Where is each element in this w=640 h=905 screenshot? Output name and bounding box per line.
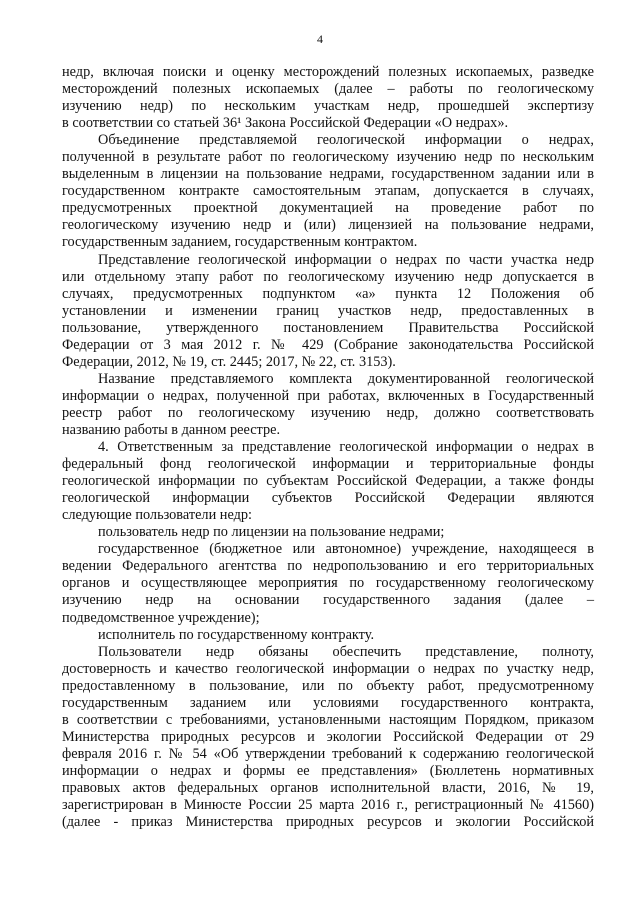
- paragraph: [62, 644, 594, 832]
- text-line: Представление геологической информации о недрах по части участка недр: [98, 251, 594, 268]
- paragraph: [62, 132, 594, 251]
- text-line: установлении и изменении границ участков недр, предоставленных в: [62, 302, 594, 319]
- text-line: Пользователи недр обязаны обеспечить представление, полноту,: [98, 643, 594, 660]
- text-line: февраля 2016 г. № 54 «Об утверждении требований к содержанию геологической: [62, 745, 594, 762]
- text-line: государственном контракте самостоятельным этапам, допускается в случаях,: [62, 183, 594, 200]
- text-line: органов и осуществляющее мероприятия по государственному геологическому: [62, 575, 594, 592]
- text-line: информации о недрах и формы ее представления» (Бюллетень нормативных: [62, 762, 594, 779]
- paragraph: [62, 64, 594, 132]
- text-line: Объединение представляемой геологической информации о недрах,: [98, 132, 594, 149]
- text-line: государственным заданием или условиями государственного контракта,: [62, 694, 594, 711]
- text-line: реестр работ по геологическому изучению недр, должно соответствовать: [62, 404, 594, 421]
- text-line: геологической информации субъектов Российской Федерации являются: [62, 490, 594, 507]
- text-line: геологической информации по субъектам Российской Федерации, а также фонды: [62, 473, 594, 490]
- text-line: пользователь недр по лицензии на пользование недрами;: [98, 524, 445, 541]
- text-line: в соответствии со статьей 36¹ Закона Российской Федерации «О недрах».: [62, 115, 509, 132]
- text-line: государственное (бюджетное или автономное) учреждение, находящееся в: [98, 541, 594, 558]
- text-line: Министерства природных ресурсов и экологии Российской Федерации от 29: [62, 728, 594, 745]
- text-line: случаях, предусмотренных подпунктом «а» пункта 12 Положения об: [62, 285, 594, 302]
- text-line: Название представляемого комплекта документированной геологической: [98, 370, 594, 387]
- text-line: Федерации от 3 мая 2012 г. № 429 (Собрание законодательства Российской: [62, 336, 594, 353]
- text-line: (далее - приказ Министерства природных ресурсов и экологии Российской: [62, 814, 594, 831]
- text-line: государственным заданием, государственным контрактом.: [62, 234, 418, 251]
- text-line: зарегистрирован в Минюсте России 25 марта 2016 г., регистрационный № 41560): [62, 797, 594, 814]
- text-line: выделенным в лицензии на пользование недрами, государственном задании или в: [62, 166, 594, 183]
- text-line: достоверность и качество геологической информации о недрах по участку недр,: [62, 660, 594, 677]
- text-line: в соответствии с требованиями, установленными настоящим Порядком, приказом: [62, 711, 594, 728]
- text-line: изучению недр) по нескольким участкам недр, прошедшей экспертизу: [62, 98, 594, 115]
- text-line: геологическому изучению недр и (или) лицензией на пользование недрами,: [62, 217, 594, 234]
- paragraph: [62, 627, 594, 644]
- text-line: или отдельному этапу работ по геологическому изучению недр допускается в: [62, 268, 594, 285]
- text-line: 4. Ответственным за представление геологической информации о недрах в: [98, 439, 594, 456]
- paragraph: [62, 524, 594, 541]
- page-number: 4: [317, 32, 323, 46]
- text-line: правовых актов федеральных органов исполнительной власти, 2016, № 19,: [62, 779, 594, 796]
- text-line: подведомственное учреждение);: [62, 609, 260, 626]
- text-line: предоставленному в пользование, или по объекту работ, предусмотренному: [62, 677, 594, 694]
- text-line: исполнитель по государственному контракту.: [98, 626, 375, 643]
- paragraph: [62, 371, 594, 439]
- text-line: предусмотренных проектной документацией на проведение работ по: [62, 200, 594, 217]
- text-line: недр, включая поиски и оценку месторождений полезных ископаемых, разведке: [62, 64, 594, 80]
- paragraph: [62, 439, 594, 524]
- text-line: пользование, утвержденного постановлением Правительства Российской: [62, 319, 594, 336]
- paragraph: [62, 541, 594, 626]
- text-line: месторождений полезных ископаемых (далее – работы по геологическому: [62, 81, 594, 98]
- text-line: следующие пользователи недр:: [62, 507, 252, 524]
- paragraph: [62, 252, 594, 371]
- text-line: полученной в результате работ по геологическому изучению недр по нескольким: [62, 149, 594, 166]
- text-line: названию работы в данном реестре.: [62, 421, 281, 438]
- text-line: информации о недрах, полученной при работах, включенных в Государственный: [62, 387, 594, 404]
- text-line: изучению недр на основании государственного задания (далее –: [62, 592, 594, 609]
- text-line: Федерации, 2012, № 19, ст. 2445; 2017, № 22, ст. 3153).: [62, 353, 396, 370]
- text-line: федеральный фонд геологической информации и территориальные фонды: [62, 456, 594, 473]
- document-body: [62, 64, 594, 831]
- text-line: ведении Федерального агентства по недропользованию и его территориальных: [62, 558, 594, 575]
